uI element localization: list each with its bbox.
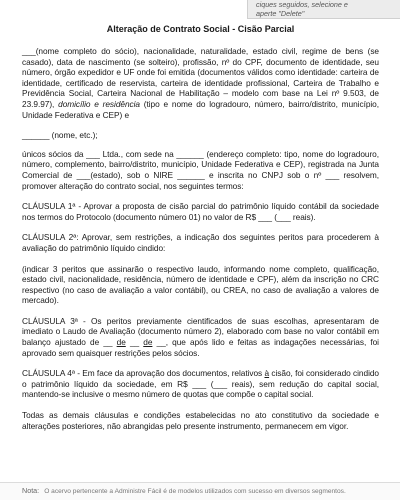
clause-3-date-blank-2: __ — [129, 337, 140, 348]
intro-paragraph: únicos sócios da ___ Ltda., com sede na ______ (endereço completo: tipo, nome do logradouro, número, complemento, bairro/distrito, município, Unidade Federativa e CEP), registrada na Junta Comercial de ___(estado), sob o NIRE ______ e inscrita no CNPJ sob o nº ___ resolvem, promover alteração do contrato social, nos seguintes termos: — [22, 148, 379, 191]
document-title: Alteração de Contrato Social - Cisão Parcial — [106, 24, 295, 34]
hint-line-1: ciques seguidos, selecione e — [256, 0, 348, 9]
clause-3-date-de-1: de — [116, 337, 126, 348]
clause-3-date-de-2: de — [143, 337, 153, 348]
party-1-italic: domicílio e residência — [58, 98, 140, 109]
footer-text: O acervo pertencente a Administre Fácil é de modelos utilizados com sucesso em diversos segmentos. — [44, 488, 346, 495]
footer-note — [0, 482, 400, 500]
experts-paragraph: (indicar 3 peritos que assinarão o respectivo laudo, informando nome completo, qualificação, estado civil, nacionalidade, residência, número de identidade e CPF), além da inscrição no CRC respectivo (no caso de avaliação a valor contábil), ou CREA, no caso de avaliação a valores de mercado). — [22, 263, 379, 306]
document-body — [22, 24, 379, 441]
clause-3-paragraph — [22, 316, 379, 358]
party-1-text: ___(nome completo do sócio), nacionalidade, naturalidade, estado civil, regime de bens (se casado), data de nascimento (se solteiro), profissão, nº do CPF, documento de identidade, seu número, órgão expedidor e UF onde foi emitida (documentos válidos como identidade: carteira de identidade, certificado de reservista, carteira de identidade profissional, Carteira de Trabalho e Previdência Social, Carteira Nacional de Habilitação – modelo com base na Lei nº 9.503, de 23.9.97), — [22, 46, 379, 109]
clause-3-date-blank-3: __ — [156, 337, 166, 348]
footer-label: Nota: — [22, 486, 40, 495]
closing-paragraph: Todas as demais cláusulas e condições estabelecidas no ato constitutivo da sociedade e alterações posteriores, não abrangidas pelo presente instrumento, permanecem em vigor. — [22, 410, 379, 431]
party-1-rest: (tipo e nome do logradouro, número, bairro/distrito, município, Unidade Federativa e CEP) e — [22, 98, 380, 120]
clause-3-before: CLÁUSULA 3ª - Os peritos previamente cientificados de suas escolhas, apresentaram de imediato o Laudo de Avaliação (documento número 2), elaborado com base no valor contábil em balanço ajustado de — [22, 315, 379, 348]
clause-1-paragraph: CLÁUSULA 1ª - Aprovar a proposta de cisão parcial do patrimônio líquido contábil da sociedade nos termos do Protocolo (documento número 01) no valor de R$ ___ (___ reais). — [22, 201, 379, 222]
clause-2-paragraph: CLÁUSULA 2ª: Aprovar, sem restrições, a indicação dos seguintes peritos para procederem à avaliação do patrimônio líquido cindido: — [22, 232, 379, 253]
instruction-hint — [247, 0, 400, 19]
clause-3-after: , que após lido e feitas as indagações necessárias, foi aprovado sem quaisquer restrições pelos sócios. — [22, 337, 379, 358]
party-1-paragraph — [22, 46, 379, 120]
clause-4-paragraph — [22, 368, 379, 400]
hint-line-2: aperte "Delete" — [256, 8, 305, 18]
party-2-paragraph: ______ (nome, etc.); — [22, 130, 98, 141]
clause-3-date-blank-1: __ — [103, 337, 113, 348]
clause-4-link[interactable]: à — [264, 368, 270, 379]
clause-4-after: cisão, foi considerado cindido o patrimônio líquido da sociedade, em R$ ___ (___ reais), sem redução do capital social, mantendo-se inclusive o mesmo número de quotas que compõe o capital social. — [22, 368, 379, 400]
clause-4-before: CLÁUSULA 4ª - Em face da aprovação dos documentos, relativos — [22, 368, 265, 379]
